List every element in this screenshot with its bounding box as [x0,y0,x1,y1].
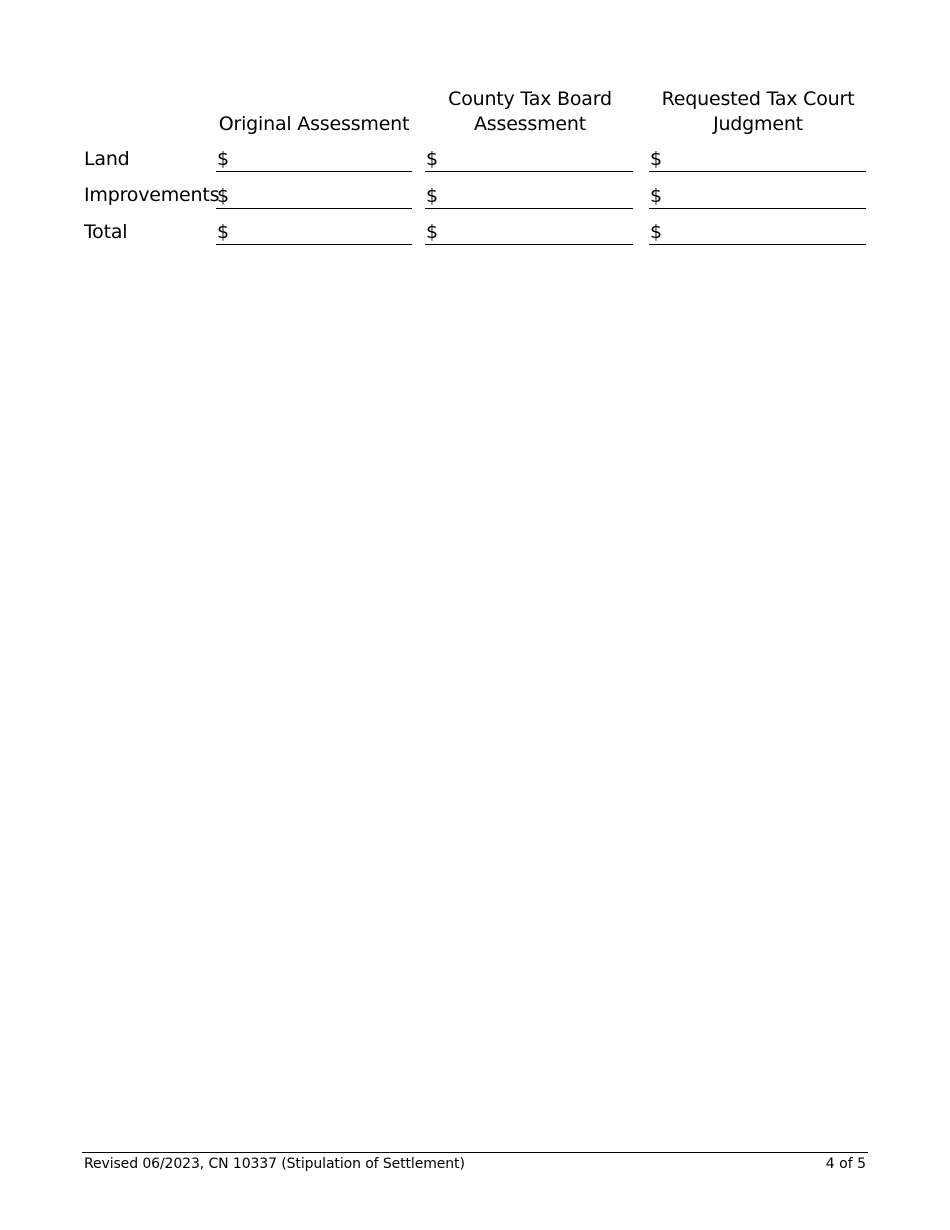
header-requested-line1: Requested Tax Court [661,88,855,110]
row-label-improvements: Improvements [84,184,220,206]
header-county-line2: Assessment [474,113,586,135]
header-requested-tax-court-judgment [646,87,870,137]
row-label-total: Total [84,221,128,243]
total-county-field[interactable] [425,220,633,245]
currency-symbol: $ [217,148,230,170]
currency-symbol: $ [426,221,439,243]
header-original-label: Original Assessment [218,113,410,135]
currency-symbol: $ [650,185,663,207]
header-original-assessment [214,112,414,137]
header-requested-line2: Judgment [713,113,803,135]
currency-symbol: $ [426,148,439,170]
header-county-tax-board-assessment [426,87,634,137]
total-requested-field[interactable] [649,220,866,245]
currency-symbol: $ [217,185,230,207]
currency-symbol: $ [426,185,439,207]
footer-revision: Revised 06/2023, CN 10337 (Stipulation of Settlement) [84,1156,465,1172]
improvements-requested-field[interactable] [649,184,866,209]
currency-symbol: $ [650,148,663,170]
currency-symbol: $ [650,221,663,243]
total-original-field[interactable] [216,220,412,245]
currency-symbol: $ [217,221,230,243]
footer-page-number: 4 of 5 [825,1156,866,1172]
land-requested-field[interactable] [649,147,866,172]
land-county-field[interactable] [425,147,633,172]
footer-divider [82,1152,868,1153]
improvements-county-field[interactable] [425,184,633,209]
improvements-original-field[interactable] [216,184,412,209]
header-county-line1: County Tax Board [448,88,612,110]
row-label-land: Land [84,148,130,170]
land-original-field[interactable] [216,147,412,172]
